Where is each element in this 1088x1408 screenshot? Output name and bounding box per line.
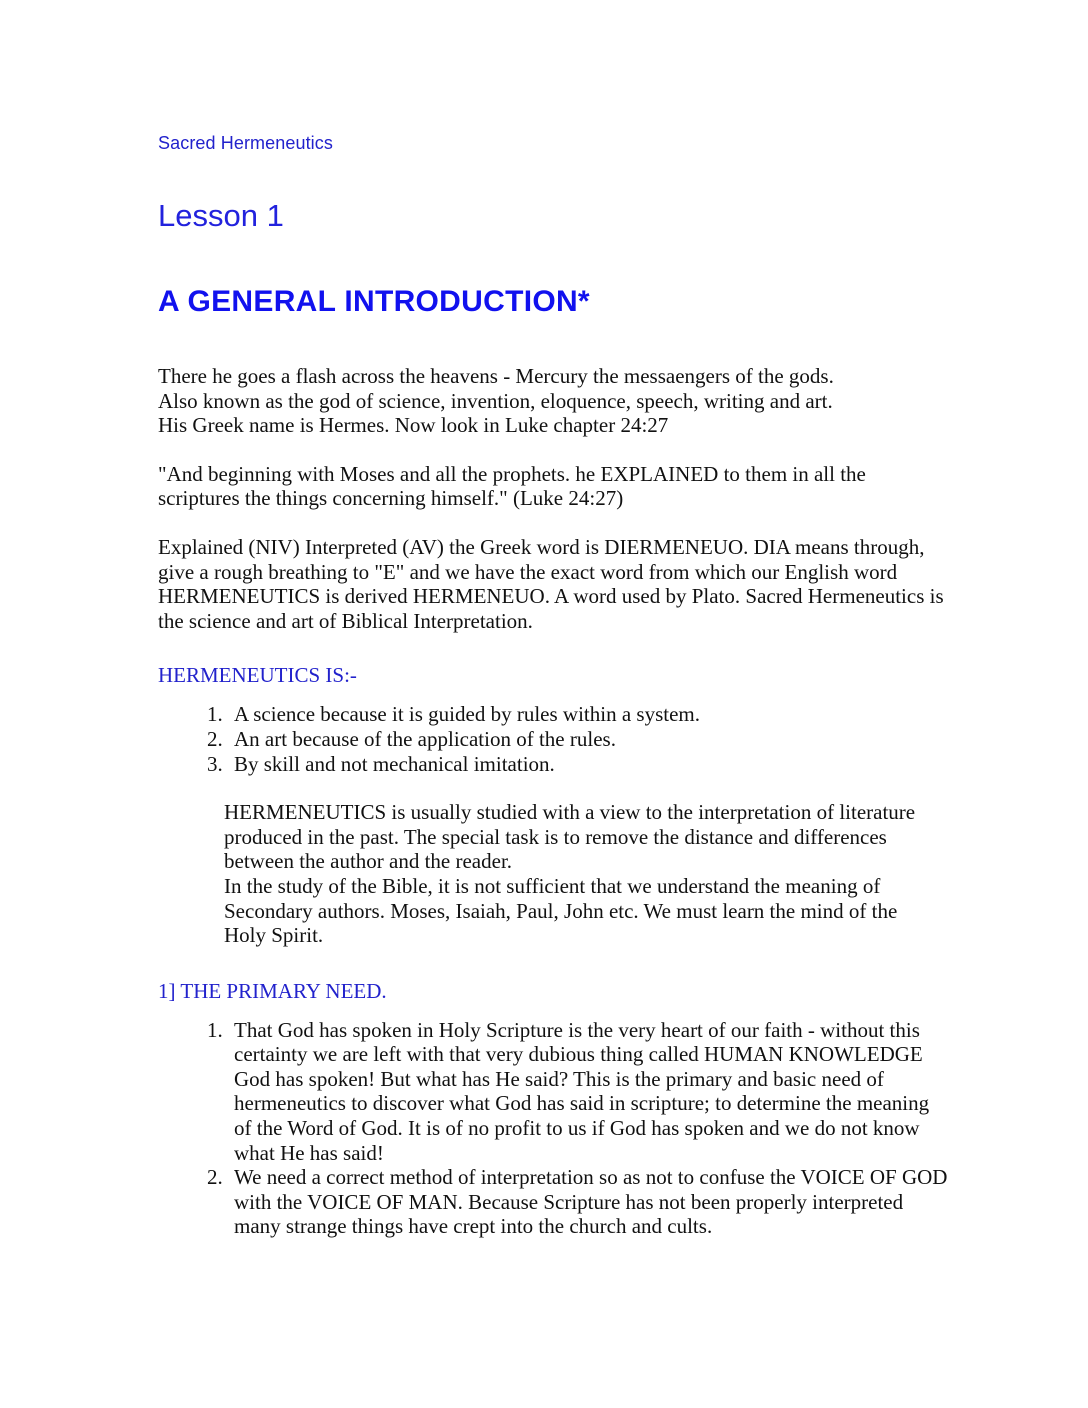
intro-line-1: There he goes a flash across the heavens - Mercury the messaengers of the gods. bbox=[158, 364, 834, 388]
hermeneutics-definition-list bbox=[158, 702, 948, 776]
list-item: 3. By skill and not mechanical imitation. bbox=[228, 752, 948, 777]
list-item: 2. We need a correct method of interpretation so as not to confuse the VOICE OF GOD with the VOICE OF MAN. Because Scripture has not been properly interpreted many strange things have crept into the church and cults. bbox=[228, 1165, 948, 1239]
intro-paragraph-2-scripture-quote: "And beginning with Moses and all the prophets. he EXPLAINED to them in all the scriptures the things concerning himself." (Luke 24:27) bbox=[158, 461, 866, 511]
intro-line-2: Also known as the god of science, invention, eloquence, speech, writing and art. bbox=[158, 388, 833, 413]
intro-paragraph-3-etymology: Explained (NIV) Interpreted (AV) the Greek word is DIERMENEUO. DIA means through, give a rough breathing to "E" and we have the exact word from which our English word HERMENEUTICS is derived HERMENEUO. A word used by Plato. Sacred Hermeneutics is the science and art of Biblical Interpretation. bbox=[158, 534, 944, 633]
hermeneutics-note-block bbox=[224, 800, 924, 948]
hermeneutics-note-paragraph-1: HERMENEUTICS is usually studied with a view to the interpretation of literature produced in the past. The special task is to remove the distance and differences between the author and the reader. bbox=[224, 800, 916, 874]
page-title: A GENERAL INTRODUCTION* bbox=[158, 285, 590, 318]
list-item: 1. A science because it is guided by rules within a system. bbox=[228, 702, 948, 727]
section-heading-primary-need: 1] THE PRIMARY NEED. bbox=[158, 978, 387, 1003]
section-heading-hermeneutics-is: HERMENEUTICS IS:- bbox=[158, 663, 357, 688]
site-label: Sacred Hermeneutics bbox=[158, 133, 333, 153]
list-item: 2. An art because of the application of the rules. bbox=[228, 727, 948, 752]
intro-paragraph-1 bbox=[158, 364, 948, 438]
lesson-title: Lesson 1 bbox=[158, 198, 284, 233]
intro-line-3: His Greek name is Hermes. Now look in Luke chapter 24:27 bbox=[158, 413, 669, 438]
hermeneutics-note-paragraph-2: In the study of the Bible, it is not sufficient that we understand the meaning of Secondary authors. Moses, Isaiah, Paul, John etc. We must learn the mind of the Holy Spirit. bbox=[224, 873, 898, 948]
list-item: 1. That God has spoken in Holy Scripture is the very heart of our faith - without this certainty we are left with that very dubious thing called HUMAN KNOWLEDGE God has spoken! But what has He said? This is the primary and basic need of hermeneutics to discover what God has said in scripture; to determine the meaning of the Word of God. It is of no profit to us if God has spoken and we do not know what He has said! bbox=[228, 1018, 948, 1166]
primary-need-list bbox=[158, 1018, 948, 1239]
document-content bbox=[158, 132, 948, 1239]
